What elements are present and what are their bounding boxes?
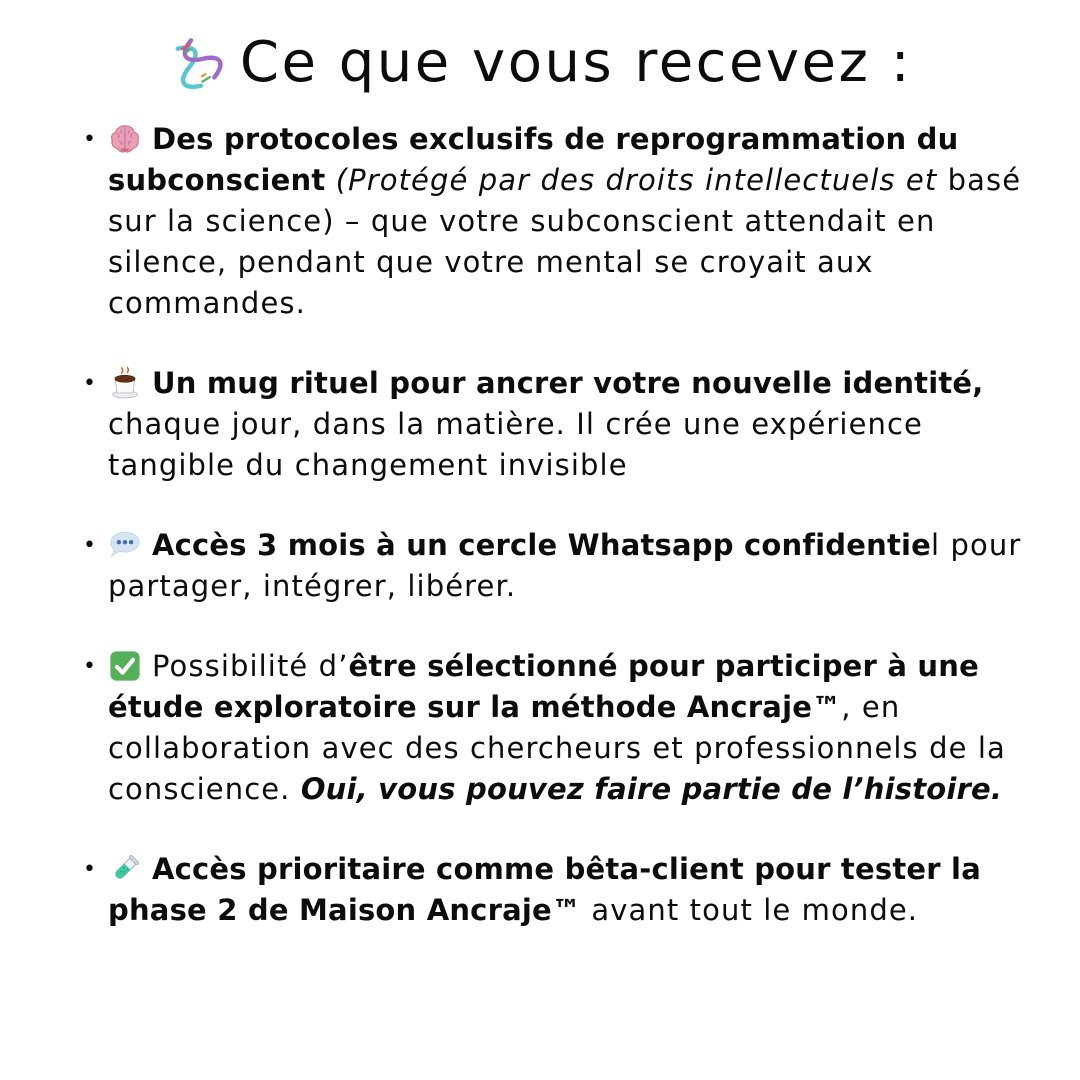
bullet-marker: • xyxy=(83,857,98,882)
bullet-text-segment: Un mug rituel pour ancrer votre nouvelle identité, xyxy=(152,366,984,400)
bullet-text-segment: (Protégé par des droits intellectuels et xyxy=(325,163,938,197)
bullet-marker: • xyxy=(83,654,98,679)
bullet-text-segment: avant tout le monde. xyxy=(581,893,919,927)
bullet-text-segment: chaque jour, dans la matière. Il crée une expérience tangible du changement invisible xyxy=(108,407,923,482)
list-item-whatsapp xyxy=(83,525,1028,607)
bullet-text-segment: être sélectionné pour participer à une étude exploratoire sur la méthode Ancraje™ xyxy=(108,649,979,724)
bullet-text-segment: Oui, vous pouvez faire partie de l’histoire. xyxy=(300,772,1003,806)
list-item-study xyxy=(83,646,1028,810)
list-item-beta xyxy=(83,849,1028,931)
list-item-protocols xyxy=(83,119,1028,324)
coffee-icon xyxy=(108,366,142,400)
speech-balloon-icon xyxy=(108,528,142,562)
benefits-list xyxy=(0,119,1080,931)
bullet-text-segment: basé sur la science) – que votre subconscient attendait en silence, pendant que votre mental se croyait aux commandes. xyxy=(108,163,1022,320)
brain-icon xyxy=(108,122,142,156)
dna-icon xyxy=(168,35,224,91)
bullet-text-segment: Des protocoles exclusifs de reprogrammation du subconscient xyxy=(108,122,959,197)
check-mark-icon xyxy=(108,649,142,683)
page-title-text: Ce que vous recevez : xyxy=(239,30,913,95)
bullet-marker: • xyxy=(83,127,98,152)
bullet-text-segment: Accès 3 mois à un cercle Whatsapp confidentie xyxy=(152,528,932,562)
bullet-text-segment: , en collaboration avec des chercheurs et professionnels de la conscience. xyxy=(108,690,1006,806)
bullet-text-segment: Accès prioritaire comme bêta-client pour tester la phase 2 de Maison Ancraje™ xyxy=(108,852,981,927)
bullet-text-segment: l pour partager, intégrer, libérer. xyxy=(108,528,1022,603)
bullet-marker: • xyxy=(83,533,98,558)
page-title xyxy=(0,0,1080,95)
list-item-mug xyxy=(83,363,1028,486)
bullet-marker: • xyxy=(83,371,98,396)
bullet-text-segment: Possibilité d’ xyxy=(152,649,349,683)
test-tube-icon xyxy=(108,852,142,886)
